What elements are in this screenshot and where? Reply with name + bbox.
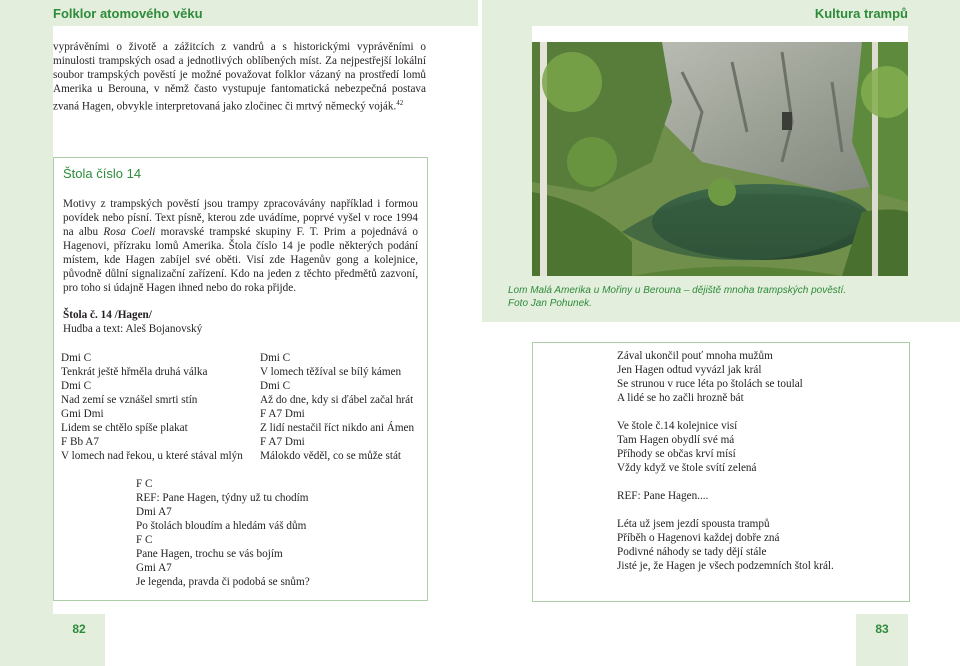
photo-credit: Foto Jan Pohunek. [508,297,592,309]
verse-line: F A7 Dmi [260,436,305,448]
stola-14-box [53,157,428,601]
song-continuation-box [532,342,910,602]
chorus-line: Je legenda, pravda či podobá se snům? [136,576,310,588]
left-page-number-box [53,614,105,666]
chorus-line: F C [136,534,153,546]
intro-paragraph [53,40,426,114]
verse-line: Z lidí nestačil říct nikdo ani Ámen [260,422,415,434]
verse-3 [617,349,803,405]
chorus [136,477,310,589]
verse-line: Dmi C [260,352,291,364]
verse-4 [617,419,757,475]
refrain-reference: REF: Pane Hagen.... [617,490,709,502]
verse-line: Málokdo věděl, co se může stát [260,450,402,462]
chorus-line: Dmi A7 [136,506,172,518]
left-header-title: Folklor atomového věku [53,6,203,21]
verse-line: V lomech těžíval se bílý kámen [260,366,402,378]
verse-5 [617,517,834,573]
page-gutter [478,26,482,666]
verse-line: Příhody se občas krví mísí [617,448,736,460]
verse-line: Se strunou v ruce léta po štolách se toulal [617,378,803,390]
song-credit: Hudba a text: Aleš Bojanovský [63,323,203,335]
photo-caption [508,285,908,310]
song-heading [63,308,202,336]
verse-line: V lomech nad řekou, u které stával mlýn [61,450,243,462]
right-page-number: 83 [875,622,889,636]
right-page-header [482,0,960,26]
left-page-header [0,0,478,26]
verse-line: A lidé se ho začli hrozně bát [617,392,744,404]
verse-line: Dmi C [61,352,92,364]
verse-line: Léta už jsem jezdí spousta trampů [617,518,770,530]
verse-line: Podivné náhody se tady dějí stále [617,546,767,558]
verse-line: Jen Hagen odtud vyvázl jak král [617,364,762,376]
box-paragraph [63,197,418,295]
verse-line: Příběh o Hagenovi každej dobře zná [617,532,780,544]
left-page-number: 82 [72,622,86,636]
photo-frame-right [908,26,960,322]
left-margin-panel [0,26,53,666]
verse-line: Až do dne, kdy si ďábel začal hrát [260,394,414,406]
right-header-title: Kultura trampů [814,6,908,21]
verse-line: Dmi C [260,380,291,392]
caption-line: Lom Malá Amerika u Mořiny u Berouna – dějiště mnoha trampských pověstí. [508,285,847,296]
album-name: Rosa Coeli [103,226,156,238]
footnote-ref[interactable]: 42 [396,99,404,107]
verse-2 [260,351,414,463]
verse-line: Tam Hagen obydlí své má [617,434,735,446]
chorus-line: Pane Hagen, trochu se vás bojím [136,548,283,560]
verse-line: F Bb A7 [61,436,99,448]
verse-line: Dmi C [61,380,92,392]
verse-line: Lidem se chtělo spíše plakat [61,422,188,434]
song-title: Štola č. 14 /Hagen/ [63,309,152,321]
verse-line: Nad zemí se vznášel smrti stín [61,394,198,406]
verse-line: Vždy když ve štole svítí zelená [617,462,757,474]
intro-text: vyprávěními o životě a zážitcích z vandrů a s historickými vyprávěními o minulosti trampských osad a jednotlivých oblíbených míst. Za nejpestřejší lokální soubor trampských pověstí je možné považovat folklor vázaný na prostředí lomů Amerika u Berouna, v němž často vystupuje fantomatická nebezpečná postava zvaná Hagen, obvykle interpretovaná jako zločinec či mrtvý německý voják. [53,41,426,113]
verse-line: F A7 Dmi [260,408,305,420]
verse-line: Gmi Dmi [61,408,104,420]
chorus-line: F C [136,478,153,490]
box-text-part1: Motivy z trampských pověstí jsou trampy zpracovávány například i formou povídek nebo písní. Text písně, kterou zde uvádíme, poprvé vyšel v roce 1994 na albu [63,198,418,238]
quarry-lake-photo [532,42,908,276]
right-page-number-box [856,614,908,666]
chorus-line: Gmi A7 [136,562,172,574]
box-text-part2: moravské trampské skupiny F. T. Prim a pojednává o Hagenovi, přízraku lomů Amerika. Štola číslo 14 je podle některých podání místem, kde Hagen zabíjel své oběti. Visí zde Hagenův gong a kolejnice, původně důlní signalizační zařízení. Kdo na jeden z těchto předmětů zazvoní, pro toho si údajně Hagen ihned nebo do roka přijde. [63,226,418,294]
box-title: Štola číslo 14 [63,166,142,181]
verse-line: Tenkrát ještě hřměla druhá válka [61,366,208,378]
verse-line: Jisté je, že Hagen je všech podzemních štol král. [617,560,834,572]
verse-line: Ve štole č.14 kolejnice visí [617,420,738,432]
verse-line: Zával ukončil pouť mnoha mužům [617,350,773,362]
chorus-line: REF: Pane Hagen, týdny už tu chodím [136,492,309,504]
verse-1 [61,351,243,463]
chorus-line: Po štolách bloudím a hledám váš dům [136,520,307,532]
